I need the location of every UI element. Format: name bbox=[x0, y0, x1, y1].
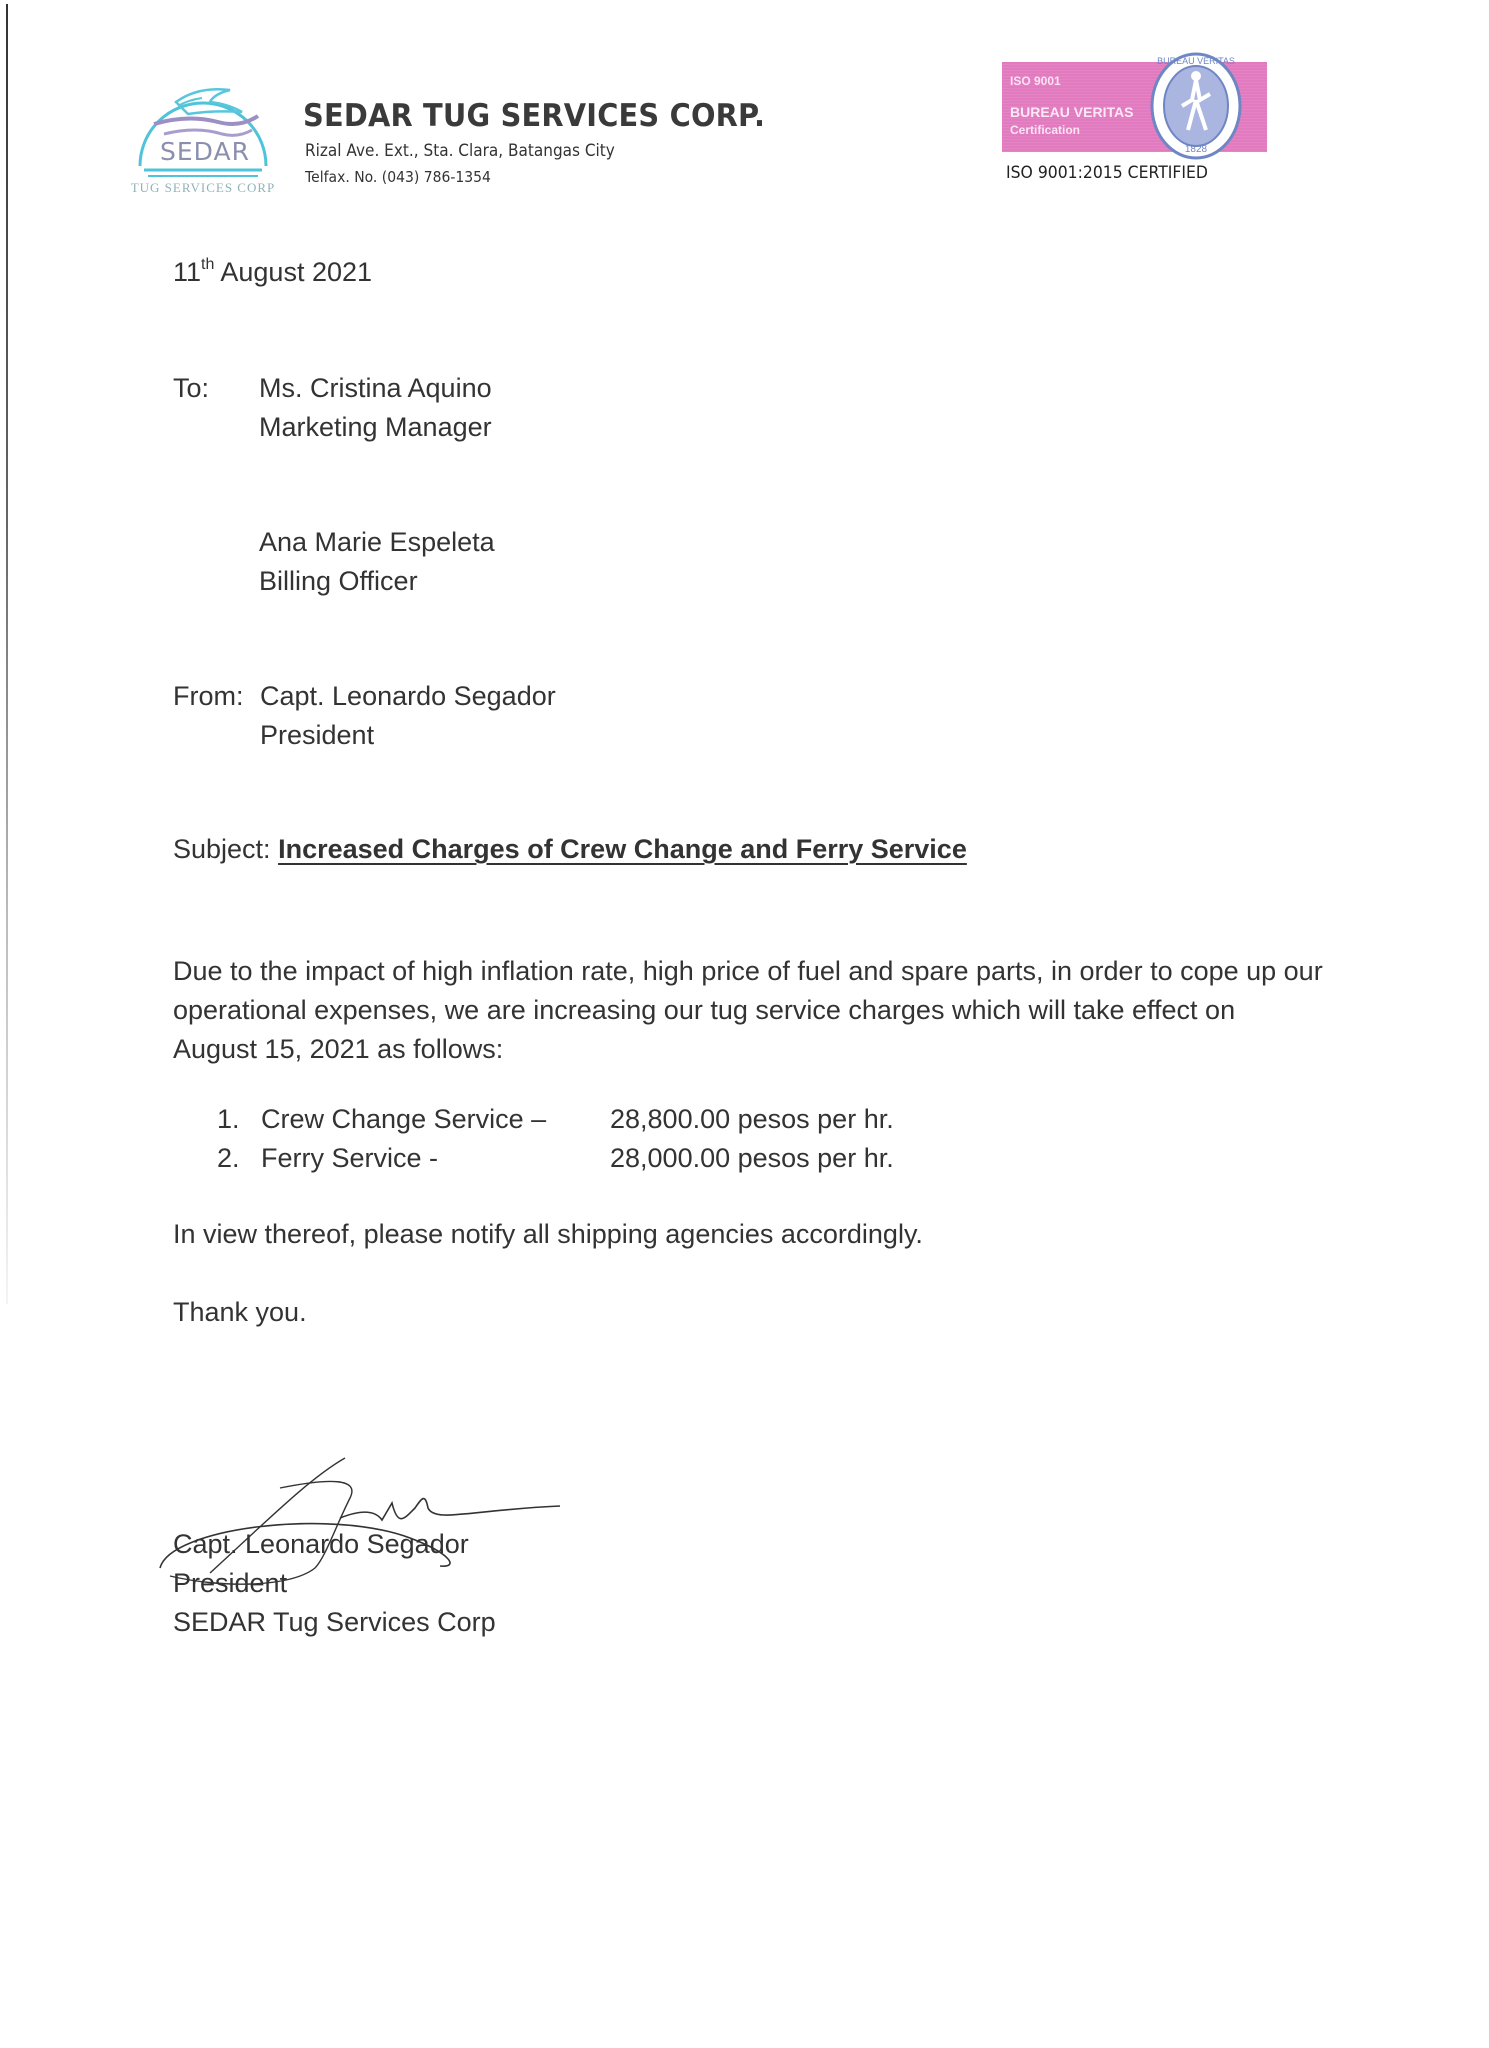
subject-text: Increased Charges of Crew Change and Ferry Service bbox=[278, 834, 967, 864]
scan-edge-line bbox=[6, 4, 8, 1304]
signatory-company: SEDAR Tug Services Corp bbox=[173, 1607, 496, 1637]
company-name: SEDAR TUG SERVICES CORP. bbox=[303, 98, 766, 134]
charge-service: Crew Change Service – bbox=[261, 1104, 547, 1134]
sender-title: President bbox=[260, 720, 375, 750]
recipient-name: Ana Marie Espeleta bbox=[259, 527, 495, 557]
signatory-title: President bbox=[173, 1568, 288, 1598]
company-address: Rizal Ave. Ext., Sta. Clara, Batangas City bbox=[305, 141, 615, 161]
recipient-title: Marketing Manager bbox=[259, 412, 492, 442]
bureau-veritas-seal-icon bbox=[1148, 50, 1244, 162]
badge-iso-text: ISO 9001 bbox=[1010, 74, 1061, 88]
notify-text: In view thereof, please notify all shipping agencies accordingly. bbox=[173, 1219, 923, 1249]
sender-name: Capt. Leonardo Segador bbox=[260, 681, 556, 711]
to-label: To: bbox=[173, 373, 210, 403]
recipient-title: Billing Officer bbox=[259, 566, 418, 596]
from-label: From: bbox=[173, 681, 244, 711]
charge-number: 1. bbox=[217, 1104, 240, 1134]
badge-bv-text: BUREAU VERITAS bbox=[1010, 104, 1134, 120]
signatory-name: Capt. Leonardo Segador bbox=[173, 1529, 469, 1559]
charge-rate: 28,000.00 pesos per hr. bbox=[610, 1143, 894, 1173]
svg-text:1828: 1828 bbox=[1184, 144, 1208, 155]
sedar-logo-icon bbox=[118, 58, 288, 198]
iso-caption: ISO 9001:2015 CERTIFIED bbox=[1006, 163, 1208, 183]
handwritten-signature-icon bbox=[150, 1448, 570, 1588]
body-paragraph: Due to the impact of high inflation rate, high price of fuel and spare parts, in order to cope up our operational expenses, we are increasing our tug service charges which will take effect on August 15, 2021 as follows: bbox=[173, 956, 1323, 1064]
company-telfax: Telfax. No. (043) 786-1354 bbox=[305, 168, 491, 186]
badge-certification-text: Certification bbox=[1010, 123, 1081, 137]
charge-rate: 28,800.00 pesos per hr. bbox=[610, 1104, 894, 1134]
subject-line: Subject: Increased Charges of Crew Change and Ferry Service bbox=[173, 834, 967, 864]
logo-subtext: TUG SERVICES CORP bbox=[130, 180, 276, 195]
letter-date: 11th August 2021 bbox=[173, 256, 373, 287]
closing-text: Thank you. bbox=[173, 1297, 307, 1327]
charge-service: Ferry Service - bbox=[261, 1143, 439, 1173]
charge-number: 2. bbox=[217, 1143, 240, 1173]
svg-text:BUREAU VERITAS: BUREAU VERITAS bbox=[1157, 56, 1235, 66]
recipient-name: Ms. Cristina Aquino bbox=[259, 373, 492, 403]
logo-text: SEDAR bbox=[160, 137, 250, 166]
